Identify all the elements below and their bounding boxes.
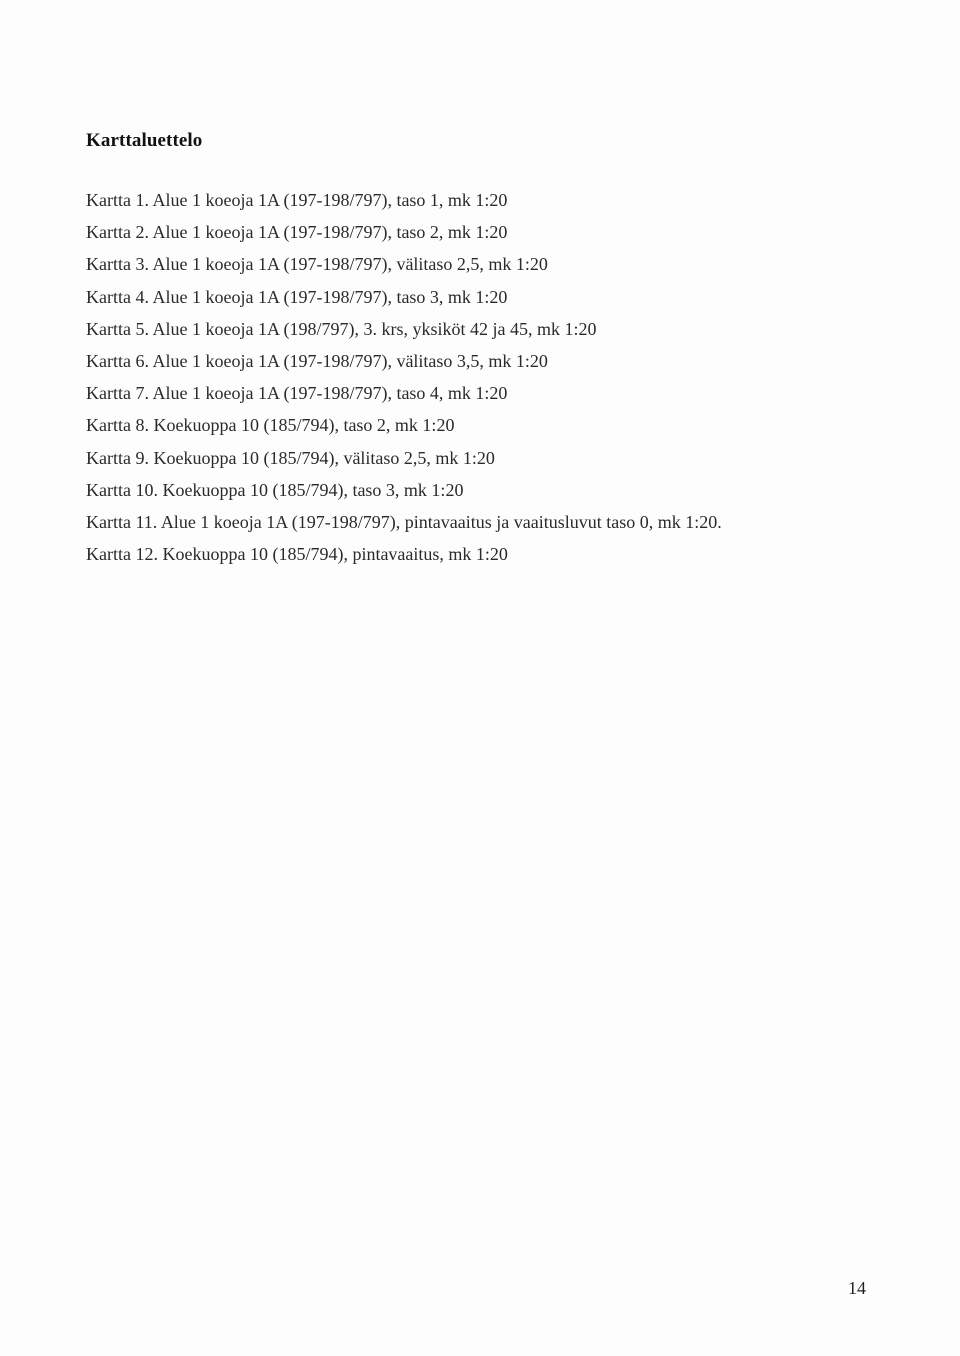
map-list-item: Kartta 5. Alue 1 koeoja 1A (198/797), 3. krs, yksiköt 42 ja 45, mk 1:20 [86,318,597,339]
map-list-item: Kartta 11. Alue 1 koeoja 1A (197-198/797), pintavaaitus ja vaaitusluvut taso 0, mk 1:20. [86,511,722,532]
map-list-item: Kartta 7. Alue 1 koeoja 1A (197-198/797), taso 4, mk 1:20 [86,383,508,404]
map-list [86,189,886,575]
page-title: Karttaluettelo [86,130,203,151]
map-list-item: Kartta 4. Alue 1 koeoja 1A (197-198/797), taso 3, mk 1:20 [86,286,508,307]
map-list-item: Kartta 6. Alue 1 koeoja 1A (197-198/797), välitaso 3,5, mk 1:20 [86,350,548,371]
map-list-item: Kartta 2. Alue 1 koeoja 1A (197-198/797), taso 2, mk 1:20 [86,222,508,243]
map-list-item: Kartta 9. Koekuoppa 10 (185/794), välitaso 2,5, mk 1:20 [86,447,495,468]
map-list-item: Kartta 10. Koekuoppa 10 (185/794), taso 3, mk 1:20 [86,479,464,500]
map-list-item: Kartta 8. Koekuoppa 10 (185/794), taso 2, mk 1:20 [86,415,455,436]
page-number: 14 [848,1278,866,1298]
map-list-item: Kartta 3. Alue 1 koeoja 1A (197-198/797), välitaso 2,5, mk 1:20 [86,254,548,275]
map-list-item: Kartta 1. Alue 1 koeoja 1A (197-198/797), taso 1, mk 1:20 [86,190,508,210]
map-list-item: Kartta 12. Koekuoppa 10 (185/794), pintavaaitus, mk 1:20 [86,544,508,565]
